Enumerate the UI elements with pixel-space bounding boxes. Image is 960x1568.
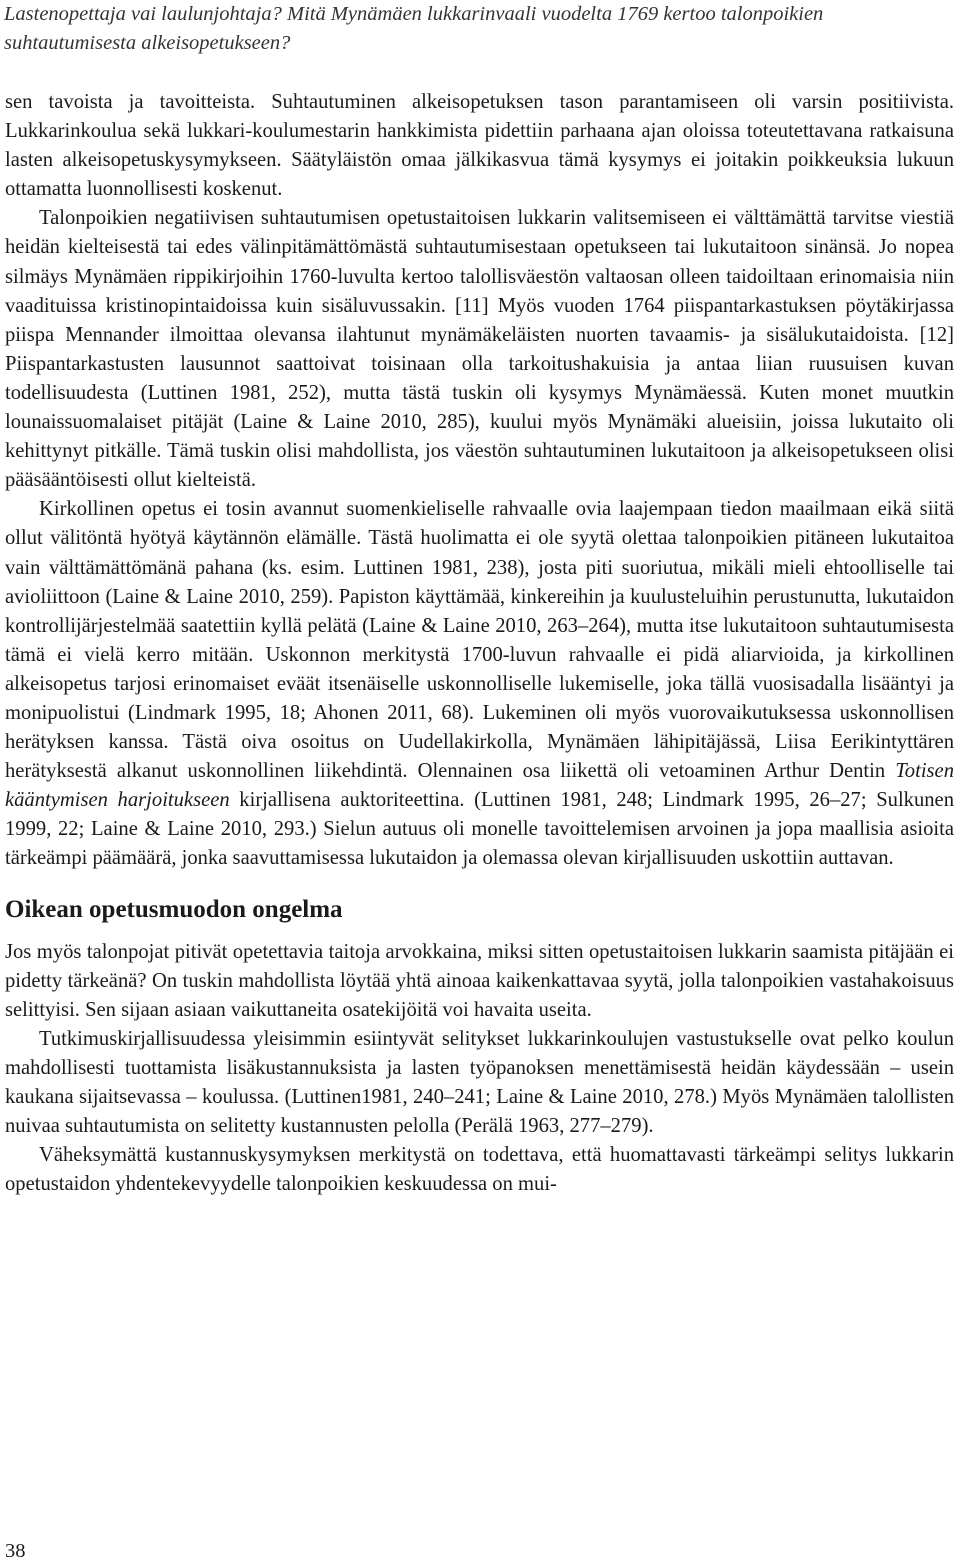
page-number: 38 [5, 1540, 26, 1562]
paragraph-2: Talonpoikien negatiivisen suhtautumisen opetustaitoisen lukkarin valitsemiseen ei välttämättä tarvitse viestiä heidän kielteisestä tai edes välinpitämättömästä suhtautumisestaan opetukseen tai lukutaitoon sinänsä. Jo nopea silmäys Mynämäen rippikirjoihin 1760-luvulta kertoo talollisväestön valtaosan olleen taidoiltaan erinomaisia niin vaadituissa kristinopintaidoissa kuin sisäluvussakin. [11] Myös vuoden 1764 piispantarkastuksen pöytäkirjassa piispa Mennander ilmoittaa olevansa ilahtunut mynämäkeläisten nuorten tavaamis- ja sisälukutaidoista. [12] Piispantarkastusten lausunnot saattoivat toisinaan olla tarkoitushakuisia ja antaa liian ruusuisen kuvan todellisuudesta (Luttinen 1981, 252), mutta tästä tuskin oli kysymys Mynämäessä. Kuten monet muutkin lounaissuomalaiset pitäjät (Laine & Laine 2010, 285), kuului myös Mynämäki alueisiin, joissa lukutaito oli kehittynyt pitkälle. Tämä tuskin olisi mahdollista, jos väestön suhtautuminen lukutaitoon ja alkeisopetukseen olisi pääsääntöisesti ollut kielteistä. [5, 207, 954, 492]
article-body [5, 88, 954, 1199]
book-title: Totisen kääntymisen harjoitukseen [5, 760, 954, 812]
paragraph-3-text-b: kirjallisena auktoriteettina. (Luttinen 1981, 248; Lindmark 1995, 26–27; Sulkunen 1999, 22; Laine & Laine 2010, 293.) Sielun autuus oli monelle tavoittelemisen arvoinen ja jopa maallisia asioita tärkeämpi päämäärä, jonka saavuttamisessa lukutaidon ja olemassa olevan kirjallisuuden uskottiin auttavan. [5, 789, 954, 870]
paragraph-5: Tutkimuskirjallisuudessa yleisimmin esiintyvät selitykset lukkarinkoulujen vastustukselle ovat pelko koulun mahdollisesti tuottamista lisäkustannuksista ja lasten työpanoksen menettämisestä heidän käydessään – usein kaukana sijaitsevassa – koulussa. (Luttinen1981, 240–241; Laine & Laine 2010, 278.) Myös Mynämäen talollisten nuivaa suhtautumista on selitetty kustannusten pelolla (Perälä 1963, 277–279). [5, 1027, 954, 1138]
paragraph-6: Väheksymättä kustannuskysymyksen merkitystä on todettava, että huomattavasti tärkeämpi selitys lukkarin opetustaidon yhdentekevyydelle talonpoikien keskuudessa on mui- [5, 1144, 954, 1196]
paragraph-1: sen tavoista ja tavoitteista. Suhtautuminen alkeisopetuksen tason parantamiseen oli varsin positiivista. Lukkarinkoulua sekä lukkari-koulumestarin hankkimista pidettiin parhaana ajan oloissa toteutettavana ratkaisuna lasten alkeisopetuskysymykseen. Säätyläistön omaa jälkikasvua tämä kysymys ei joitakin poikkeuksia lukuun ottamatta luonnollisesti koskenut. [5, 91, 954, 201]
paragraph-4: Jos myös talonpojat pitivät opetettavia taitoja arvokkaina, miksi sitten opetustaitoisen lukkarin saamista pitäjään ei pidetty tärkeänä? On tuskin mahdollista löytää yhtä ainoaa kaikenkattavaa syytä, jolla talonpoikien vastahakoisuus selittyisi. Sen sijaan asiaan vaikuttaneita osatekijöitä voi havaita useita. [5, 940, 954, 1021]
running-header: Lastenopettaja vai laulunjohtaja? Mitä Mynämäen lukkarinvaali vuodelta 1769 kertoo talonpoikien suhtautumisesta alkeisopetukseen? [4, 3, 824, 54]
paragraph-3 [5, 495, 954, 873]
section-heading: Oikean opetusmuodon ongelma [5, 895, 343, 923]
paragraph-3-text-a: Kirkollinen opetus ei tosin avannut suomenkieliselle rahvaalle ovia laajempaan tiedon maailmaan eikä siitä ollut välitöntä hyötyä käytännön elämälle. Tästä huolimatta ei ole syytä olettaa talonpoikien pitäneen lukutaitoa vain välttämättömänä pahana (ks. esim. Luttinen 1981, 238), josta piti suoriutua, mikäli mieli ehtoolliselle tai avioliittoon (Laine & Laine 2010, 259). Papiston käyttämää, kinkereihin ja kuulusteluihin perustunutta, lukutaidon kontrollijärjestelmää saatettiin kyllä pelätä (Laine & Laine 2010, 263–264), mutta itse lukutaitoon suhtautumisesta tämä ei vielä kerro mitään. Uskonnon merkitystä 1700-luvun rahvaalle ei pidä aliarvioida, ja kirkollinen alkeisopetus tarjosi erinomaiset eväät itsenäiselle uskonnolliselle lukemiselle, joka tällä vuosisadalla lisääntyi ja monipuolistui (Lindmark 1995, 18; Ahonen 2011, 68). Lukeminen oli myös vuorovaikutuksessa uskonnollisen herätyksen kanssa. Tästä oiva osoitus on Uudellakirkolla, Mynämäen lähipitäjässä, Liisa Eerikintyttären herätyksestä alkanut uskonnollinen liikehdintä. Olennainen osa liikettä oli vetoaminen Arthur Dentin [5, 498, 954, 783]
